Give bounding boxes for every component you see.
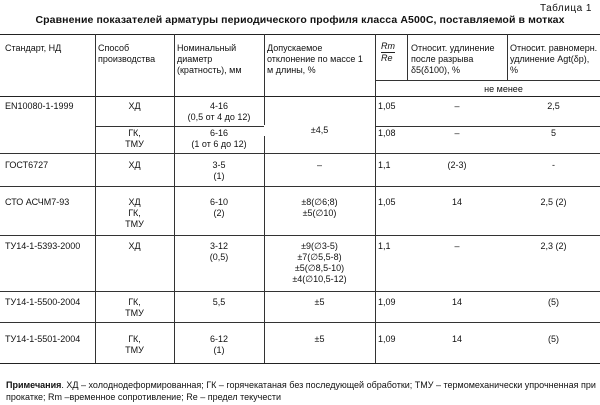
row-divider [0,291,600,292]
header-elongation: Относит. удлинение после разрыва δ5(δ100), % [411,43,495,75]
row-nominal: 6-12 [209,334,228,344]
row-nominal: (1) [213,171,225,181]
table-top-rule [0,34,600,35]
row-elongation: 14 [451,297,462,307]
row-method: ХД [128,241,141,251]
row-standard: ТУ14-1-5501-2004 [5,334,81,344]
row-nominal: (1) [213,345,225,355]
row-agt: 2,3 (2) [540,241,567,251]
row-method: ГК, [128,128,141,138]
row-nominal: 6-10 [209,197,228,207]
row-method: ТМУ [125,345,144,355]
header-bottom-rule [0,96,600,97]
row-nominal: 5,5 [212,297,226,307]
row-method: ТМУ [125,139,144,149]
row-method: ХД [128,101,141,111]
header-ratio [381,42,395,63]
header-sub-rule [375,80,600,81]
ratio-denominator: Re [381,53,393,63]
row-standard: СТО АСЧМ7-93 [5,197,70,207]
row-agt: 5 [550,128,556,138]
row-nominal: (1 от 6 до 12) [191,139,247,149]
header-standard: Стандарт, НД [5,43,62,53]
row-deviation: ±4,5 [264,125,375,136]
row-ratio: 1,08 [378,128,396,138]
row-divider [0,322,600,323]
row-elongation: (2-3) [447,160,467,170]
row-agt: 2,5 (2) [540,197,567,207]
table-title: Сравнение показателей арматуры периодического профиля класса А500С, поставляемой в мотках [35,14,565,26]
row-nominal: (0,5 от 4 до 12) [187,112,251,122]
row-ratio: 1,09 [378,297,396,307]
row-ratio: 1,09 [378,334,396,344]
table-label: Таблица 1 [539,3,592,14]
row-elongation: – [454,101,460,111]
ratio-numerator: Rm [381,41,395,51]
header-method: Способ производства [98,43,156,64]
row-nominal: (2) [213,208,225,218]
row-deviation: ±5 [314,297,325,307]
row-nominal: 3-5 [212,160,226,170]
header-min-note: не менее [484,84,523,94]
row-divider [0,186,600,187]
column-rule [375,34,376,363]
row-method: ГК, [128,208,141,218]
row-ratio: 1,1 [378,160,391,170]
row-elongation: 14 [451,334,462,344]
row-deviation: ±5(∅10) [302,208,337,218]
row-ratio: 1,05 [378,101,396,111]
header-nominal: Номинальный диаметр (кратность), мм [177,43,242,75]
row-method: ТМУ [125,219,144,229]
row-agt: (5) [548,334,559,344]
row-divider [0,153,600,154]
row-method: ГК, [128,334,141,344]
row-elongation: 14 [451,197,462,207]
header-deviation: Допускаемое отклонение по массе 1 м длины, % [267,43,363,75]
row-method: ХД [128,160,141,170]
row-standard: ТУ14-1-5500-2004 [5,297,81,307]
row-deviation: ±5 [314,334,325,344]
header-agt: Относит. равномерн. удлинение Agt(δp), % [510,43,598,75]
row-ratio: 1,05 [378,197,396,207]
row-deviation: – [316,160,322,170]
row-nominal: 3-12 [209,241,228,251]
row-standard: ТУ14-1-5393-2000 [5,241,81,251]
column-rule [407,34,408,80]
row-deviation: ±4(∅10,5-12) [292,274,347,284]
note-text: . ХД – холоднодеформированная; ГК – горячекатаная без последующей обработки; ТМУ – термомеханически упрочненная при прокатке; Rm –временное сопротивление; Re – предел текучести [6,380,596,402]
row-deviation: ±8(∅6;8) [301,197,338,207]
row-method: ХД [128,197,141,207]
table-bottom-rule [0,363,600,364]
row-nominal: (0,5) [209,252,229,262]
row-agt: 2,5 [547,101,560,111]
row-divider [0,235,600,236]
table-note [6,379,596,403]
column-rule [507,34,508,80]
row-nominal: 4-16 [209,101,228,111]
row-elongation: – [454,241,460,251]
row-standard: ГОСТ6727 [5,160,49,170]
row-standard: EN10080-1-1999 [5,101,74,111]
row-ratio: 1,1 [378,241,391,251]
row-deviation: ±9(∅3-5) [301,241,338,251]
row-deviation: ±5(∅8,5-10) [294,263,345,273]
row-method: ТМУ [125,308,144,318]
row-elongation: – [454,128,460,138]
row-nominal: 6-16 [209,128,228,138]
row-method: ГК, [128,297,141,307]
row-deviation: ±7(∅5,5-8) [297,252,342,262]
row-agt: - [552,160,555,170]
note-label: Примечания [6,380,62,390]
row-agt: (5) [548,297,559,307]
